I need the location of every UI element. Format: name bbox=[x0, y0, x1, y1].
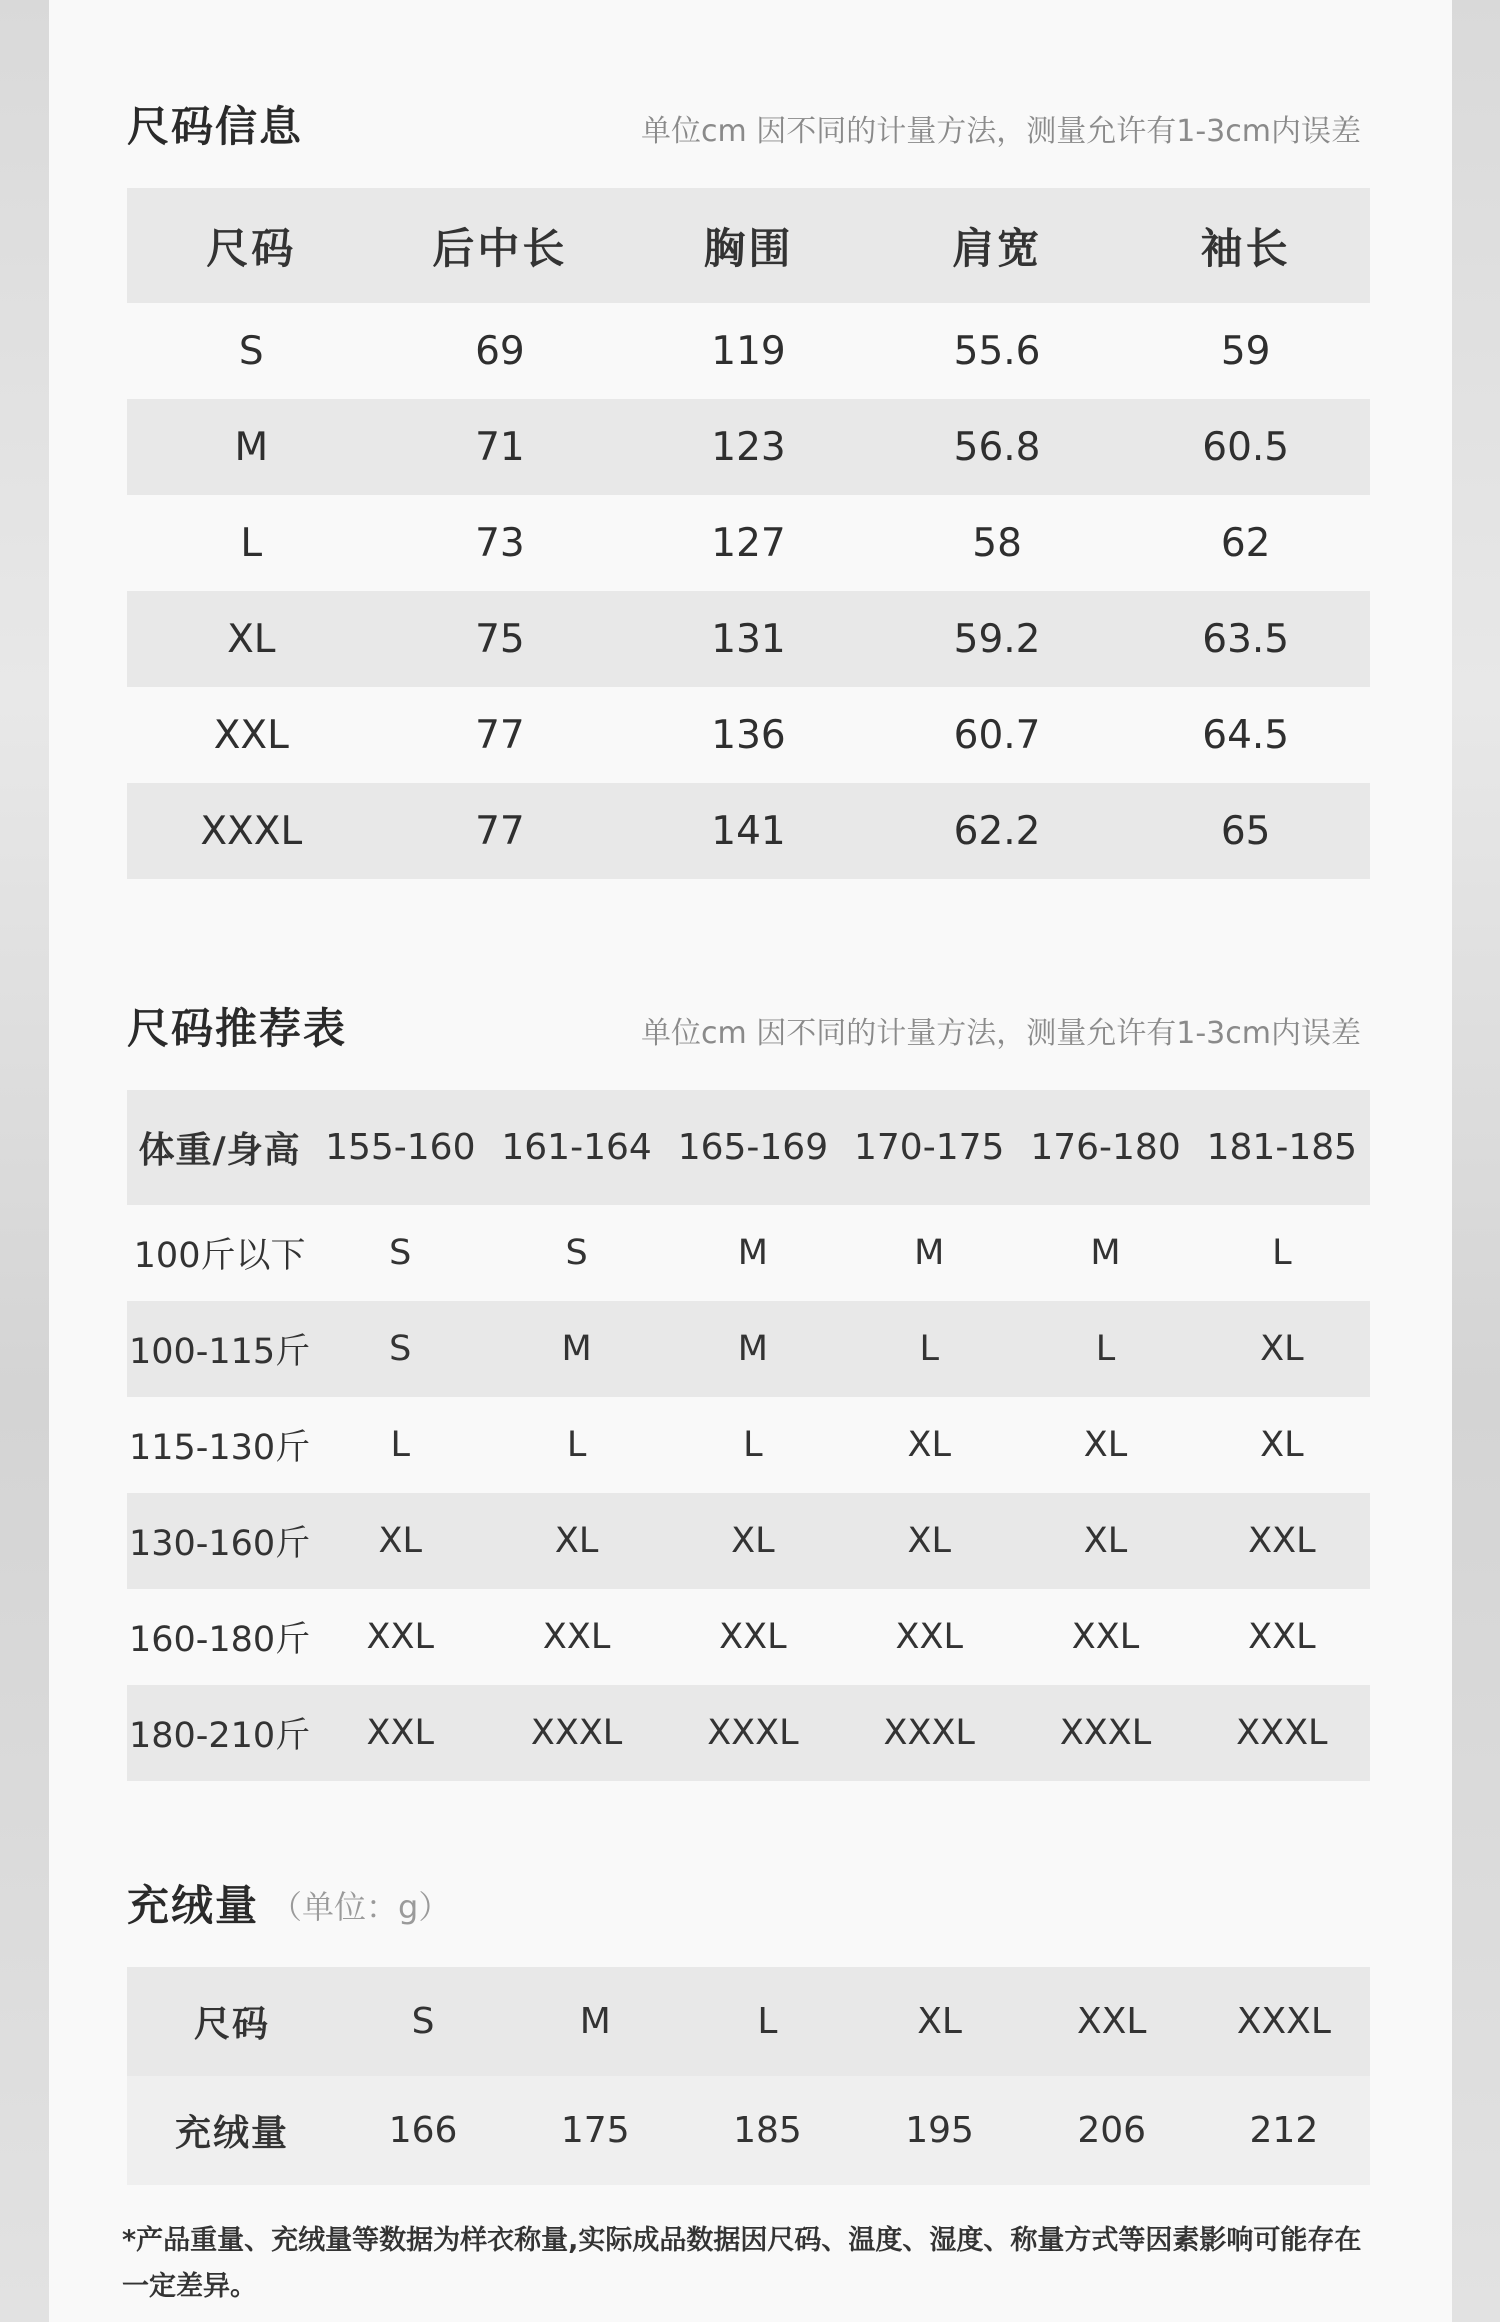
table-cell: XXL bbox=[719, 1617, 787, 1657]
fill-amount-table bbox=[127, 1967, 1370, 2185]
table-cell: XL bbox=[1083, 1521, 1128, 1561]
table-cell: 60.5 bbox=[1202, 424, 1290, 470]
table-cell: 60.7 bbox=[953, 712, 1041, 758]
table-cell: 75 bbox=[475, 616, 525, 662]
header-cell: 尺码 bbox=[206, 223, 297, 273]
table-row bbox=[127, 399, 1370, 495]
table-cell: XL bbox=[917, 2001, 962, 2042]
table-cell: XXL bbox=[895, 1617, 963, 1657]
table-cell: S bbox=[411, 2001, 435, 2042]
size-recommend-note: 单位cm 因不同的计量方法，测量允许有1-3cm内误差 bbox=[641, 1016, 1361, 1051]
table-cell: 55.6 bbox=[953, 328, 1041, 374]
table-cell: 73 bbox=[475, 520, 525, 566]
table-cell: XL bbox=[731, 1521, 775, 1561]
table-cell: XL bbox=[1083, 1425, 1128, 1465]
header-cell: 181-185 bbox=[1206, 1127, 1358, 1168]
table-cell: 56.8 bbox=[953, 424, 1041, 470]
table-cell: L bbox=[390, 1425, 411, 1465]
table-row bbox=[127, 495, 1370, 591]
table-cell: M bbox=[579, 2001, 611, 2042]
table-cell: XL bbox=[227, 616, 276, 662]
header-cell: 胸围 bbox=[703, 223, 794, 273]
table-row bbox=[127, 783, 1370, 879]
table-cell: 62 bbox=[1220, 520, 1271, 566]
table-row bbox=[127, 591, 1370, 687]
table-cell: XXXL bbox=[1236, 1713, 1328, 1753]
table-cell: S bbox=[565, 1233, 588, 1273]
table-cell: M bbox=[914, 1233, 945, 1273]
table-cell: 71 bbox=[475, 424, 525, 470]
header-cell: 袖长 bbox=[1200, 223, 1291, 273]
header-cell: 肩宽 bbox=[952, 223, 1043, 273]
header-cell: 165-169 bbox=[677, 1127, 829, 1168]
size-info-table bbox=[127, 188, 1370, 879]
fill-amount-title: 充绒量 bbox=[127, 1881, 260, 1930]
table-cell: 64.5 bbox=[1202, 712, 1290, 758]
table-cell: 130-160斤 bbox=[128, 1524, 311, 1564]
table-cell: 尺码 bbox=[194, 2004, 271, 2045]
table-cell: S bbox=[389, 1329, 412, 1369]
table-cell: L bbox=[757, 2001, 778, 2042]
table-cell: XXL bbox=[366, 1617, 435, 1657]
table-cell: M bbox=[1090, 1233, 1121, 1273]
table-cell: M bbox=[234, 424, 269, 470]
table-cell: 206 bbox=[1077, 2110, 1147, 2151]
table-cell: L bbox=[743, 1425, 763, 1465]
size-recommend-header-row bbox=[127, 1090, 1370, 1205]
table-cell: XXXL bbox=[883, 1713, 975, 1753]
table-cell: 131 bbox=[711, 616, 786, 662]
table-cell: 63.5 bbox=[1202, 616, 1290, 662]
table-cell: 59.2 bbox=[953, 616, 1041, 662]
table-cell: 195 bbox=[905, 2110, 974, 2151]
table-row bbox=[127, 1205, 1370, 1301]
table-cell: L bbox=[1095, 1329, 1116, 1369]
table-cell: 180-210斤 bbox=[128, 1716, 311, 1756]
table-cell: XXL bbox=[1248, 1617, 1316, 1657]
table-cell: M bbox=[737, 1233, 768, 1273]
table-cell: XXL bbox=[213, 712, 289, 758]
table-cell: XL bbox=[378, 1521, 423, 1561]
table-cell: XXL bbox=[1077, 2001, 1147, 2042]
table-cell: L bbox=[919, 1329, 939, 1369]
table-cell: XXXL bbox=[530, 1713, 623, 1753]
header-cell: 161-164 bbox=[501, 1127, 652, 1168]
table-cell: 100斤以下 bbox=[133, 1236, 306, 1276]
table-cell: 141 bbox=[711, 808, 786, 854]
table-cell: 100-115斤 bbox=[128, 1332, 311, 1372]
header-cell: 155-160 bbox=[325, 1127, 476, 1168]
header-cell: 体重/身高 bbox=[138, 1130, 301, 1171]
table-cell: 62.2 bbox=[953, 808, 1041, 854]
header-cell: 176-180 bbox=[1030, 1127, 1181, 1168]
table-cell: 123 bbox=[711, 424, 786, 470]
size-info-header-row bbox=[127, 188, 1370, 303]
size-recommend-table bbox=[127, 1090, 1370, 1781]
table-cell: 212 bbox=[1249, 2110, 1319, 2151]
table-cell: 136 bbox=[711, 712, 786, 758]
table-cell: 166 bbox=[388, 2110, 458, 2151]
table-row bbox=[127, 1685, 1370, 1781]
table-cell: XL bbox=[1260, 1329, 1304, 1369]
table-row bbox=[127, 1493, 1370, 1589]
table-cell: XL bbox=[554, 1521, 599, 1561]
background-left-texture bbox=[0, 0, 49, 2322]
table-cell: 59 bbox=[1220, 328, 1271, 374]
table-cell: 115-130斤 bbox=[128, 1428, 311, 1468]
table-cell: S bbox=[238, 328, 264, 374]
table-cell: XL bbox=[907, 1425, 951, 1465]
table-row bbox=[127, 1967, 1370, 2076]
table-cell: 127 bbox=[711, 520, 786, 566]
table-cell: L bbox=[1272, 1233, 1292, 1273]
header-cell: 后中长 bbox=[432, 223, 568, 273]
table-cell: M bbox=[561, 1329, 592, 1369]
table-cell: 65 bbox=[1220, 808, 1271, 854]
table-cell: 175 bbox=[560, 2110, 630, 2151]
table-cell: 69 bbox=[475, 328, 525, 374]
table-row bbox=[127, 2076, 1370, 2185]
table-row bbox=[127, 1301, 1370, 1397]
footnote: *产品重量、充绒量等数据为样衣称量,实际成品数据因尺码、温度、湿度、称量方式等因素影响可能存在一定差异。 bbox=[122, 2225, 1362, 2302]
table-cell: L bbox=[566, 1425, 587, 1465]
table-cell: L bbox=[240, 520, 263, 566]
table-cell: XXL bbox=[542, 1617, 611, 1657]
table-cell: XXXL bbox=[1059, 1713, 1152, 1753]
background-right-texture bbox=[1452, 0, 1500, 2322]
table-row bbox=[127, 687, 1370, 783]
table-cell: 160-180斤 bbox=[128, 1620, 311, 1660]
table-cell: XL bbox=[1260, 1425, 1304, 1465]
size-info-title: 尺码信息 bbox=[127, 102, 304, 151]
table-cell: 58 bbox=[972, 520, 1022, 566]
table-row bbox=[127, 1589, 1370, 1685]
table-row bbox=[127, 303, 1370, 399]
table-cell: XXXL bbox=[707, 1713, 799, 1753]
table-cell: 185 bbox=[733, 2110, 802, 2151]
size-info-note: 单位cm 因不同的计量方法，测量允许有1-3cm内误差 bbox=[641, 114, 1361, 149]
table-cell: 77 bbox=[475, 712, 525, 758]
size-recommend-title: 尺码推荐表 bbox=[127, 1004, 348, 1053]
table-cell: XXL bbox=[366, 1713, 435, 1753]
table-cell: XL bbox=[907, 1521, 951, 1561]
header-cell: 170-175 bbox=[854, 1127, 1005, 1168]
table-cell: M bbox=[737, 1329, 768, 1369]
table-cell: XXL bbox=[1248, 1521, 1316, 1561]
fill-amount-unit: （单位：g） bbox=[270, 1888, 451, 1926]
table-cell: XXL bbox=[1071, 1617, 1140, 1657]
table-cell: XXXL bbox=[1236, 2001, 1331, 2042]
table-cell: 77 bbox=[475, 808, 525, 854]
table-cell: S bbox=[389, 1233, 412, 1273]
table-row bbox=[127, 1397, 1370, 1493]
table-cell: 充绒量 bbox=[175, 2113, 290, 2154]
table-cell: XXXL bbox=[200, 808, 303, 854]
table-cell: 119 bbox=[711, 328, 786, 374]
